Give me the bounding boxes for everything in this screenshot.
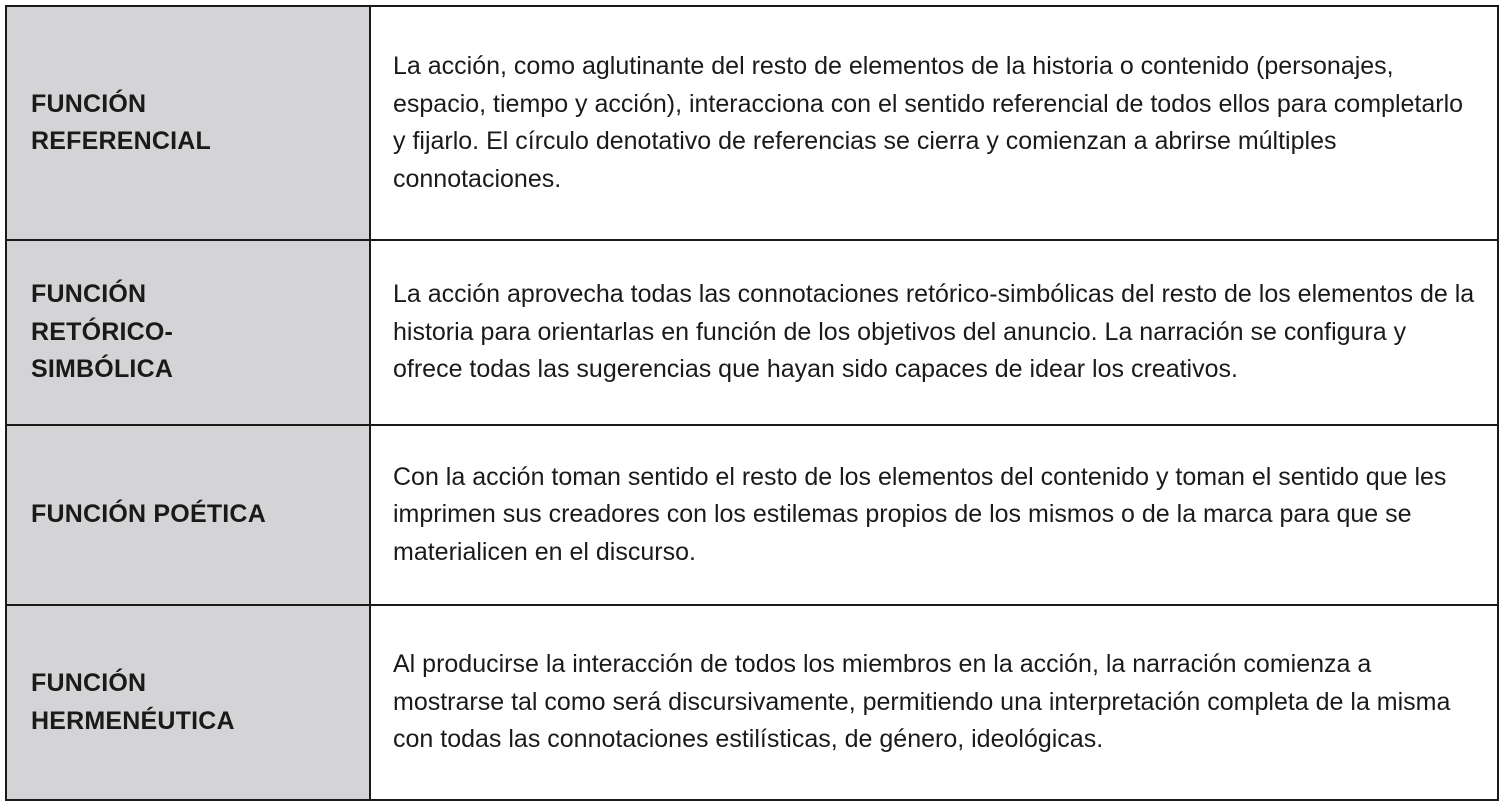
function-description: Al producirse la interacción de todos los miembros en la acción, la narración comienza a mostrarse tal como será discursivamente, permitiendo una interpretación completa de la misma con todas las connotaciones estilísticas, de género, ideológicas. — [370, 605, 1498, 800]
function-label-line: HERMENÉUTICA — [31, 706, 235, 735]
function-label-line: SIMBÓLICA — [31, 355, 174, 384]
table-row-referencial — [6, 6, 1498, 240]
function-label-line: FUNCIÓN — [31, 89, 147, 118]
table-row-hermeneutica — [6, 605, 1498, 800]
function-label-line: FUNCIÓN — [31, 280, 147, 309]
function-label — [6, 605, 370, 800]
table-row-poetica — [6, 425, 1498, 605]
function-label — [6, 240, 370, 425]
function-label-line: REFERENCIAL — [31, 127, 211, 155]
function-label-line: FUNCIÓN POÉTICA — [31, 500, 266, 529]
functions-table — [5, 5, 1499, 801]
function-label-line: RETÓRICO- — [31, 317, 174, 346]
function-label — [6, 425, 370, 605]
function-description: La acción, como aglutinante del resto de elementos de la historia o contenido (personajes, espacio, tiempo y acción), interacciona con el sentido referencial de todos ellos para completarlo y fijarlo. El círculo denotativo de referencias se cierra y comienzan a abrirse múltiples connotaciones. — [370, 6, 1498, 240]
function-label-line: FUNCIÓN — [31, 669, 147, 697]
function-label — [6, 6, 370, 240]
function-description: La acción aprovecha todas las connotaciones retórico-simbólicas del resto de los elementos de la historia para orientarlas en función de los objetivos del anuncio. La narración se configura y ofrece todas las sugerencias que hayan sido capaces de idear los creativos. — [370, 240, 1498, 425]
function-description: Con la acción toman sentido el resto de los elementos del contenido y toman el sentido que les imprimen sus creadores con los estilemas propios de los mismos o de la marca para que se materialicen en el discurso. — [370, 425, 1498, 605]
table-row-retorico-simbolica — [6, 240, 1498, 425]
